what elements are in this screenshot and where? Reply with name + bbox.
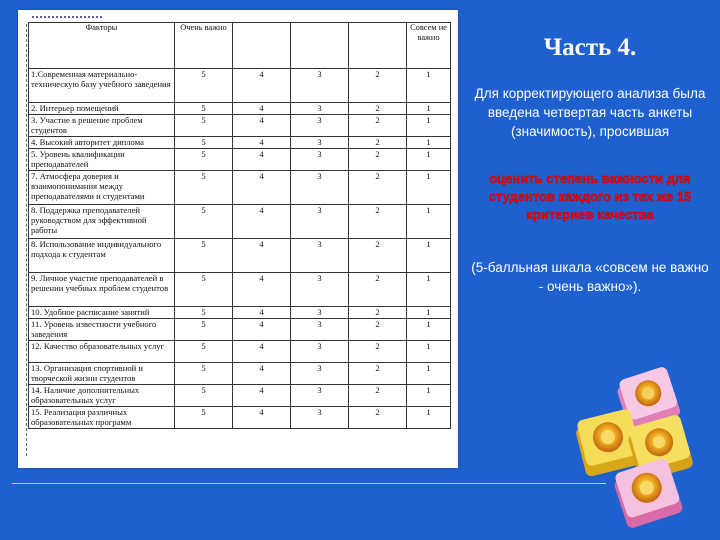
score-cell: 3 — [291, 363, 349, 385]
score-cell: 5 — [175, 407, 233, 429]
score-cell: 5 — [175, 385, 233, 407]
score-cell: 1 — [407, 341, 451, 363]
score-cell: 2 — [349, 407, 407, 429]
score-cell: 5 — [175, 239, 233, 273]
score-cell: 3 — [291, 319, 349, 341]
score-cell: 2 — [349, 319, 407, 341]
score-cell: 1 — [407, 205, 451, 239]
description-text: Для корректирующего анализа была введена четвертая часть анкеты (значимость), просившая — [474, 86, 706, 139]
score-cell: 3 — [291, 205, 349, 239]
slide-title: Часть 4. — [543, 34, 637, 61]
factor-cell: 2. Интерьер помещений — [29, 103, 175, 115]
score-cell: 5 — [175, 103, 233, 115]
score-cell: 2 — [349, 307, 407, 319]
header-very-important: Очень важно — [175, 23, 233, 69]
factor-cell: 13. Организация спортивной и творческой жизни студентов — [29, 363, 175, 385]
score-cell: 3 — [291, 385, 349, 407]
score-cell: 2 — [349, 69, 407, 103]
score-cell: 1 — [407, 385, 451, 407]
factor-cell: 4. Высокий авторитет диплома — [29, 137, 175, 149]
score-cell: 3 — [291, 407, 349, 429]
score-cell: 2 — [349, 149, 407, 171]
factor-cell: 7. Атмосфера доверия и взаимопонимания между преподавателями и студентами — [29, 171, 175, 205]
scale-note: (5-балльная шкала «совсем не важно - очень важно»). — [471, 260, 709, 294]
header-factors: Факторы — [29, 23, 175, 69]
score-cell: 5 — [175, 171, 233, 205]
score-cell: 3 — [291, 149, 349, 171]
score-cell: 1 — [407, 69, 451, 103]
score-cell: 4 — [233, 137, 291, 149]
score-cell: 5 — [175, 149, 233, 171]
score-cell: 1 — [407, 319, 451, 341]
score-cell: 4 — [233, 171, 291, 205]
score-cell: 4 — [233, 385, 291, 407]
score-cell: 4 — [233, 115, 291, 137]
score-cell: 5 — [175, 363, 233, 385]
score-cell: 5 — [175, 205, 233, 239]
factor-cell: 15. Реализация различных образовательных программ — [29, 407, 175, 429]
score-cell: 4 — [233, 103, 291, 115]
score-cell: 5 — [175, 341, 233, 363]
score-cell: 4 — [233, 363, 291, 385]
score-cell: 3 — [291, 69, 349, 103]
score-cell: 1 — [407, 273, 451, 307]
score-cell: 1 — [407, 407, 451, 429]
score-cell: 2 — [349, 385, 407, 407]
score-cell: 3 — [291, 103, 349, 115]
factor-cell: 11. Уровень известности учебного заведения — [29, 319, 175, 341]
factor-cell: 1.Современная материально-техническую базу учебного заведения — [29, 69, 175, 103]
score-cell: 1 — [407, 171, 451, 205]
score-cell: 5 — [175, 137, 233, 149]
score-cell: 2 — [349, 137, 407, 149]
score-cell: 4 — [233, 341, 291, 363]
score-cell: 2 — [349, 115, 407, 137]
score-cell: 1 — [407, 103, 451, 115]
score-cell: 2 — [349, 103, 407, 115]
score-cell: 2 — [349, 341, 407, 363]
score-cell: 5 — [175, 69, 233, 103]
score-cell: 4 — [233, 407, 291, 429]
score-cell: 5 — [175, 273, 233, 307]
factor-cell: 5. Уровень квалификации преподавателей — [29, 149, 175, 171]
score-cell: 2 — [349, 205, 407, 239]
score-cell: 1 — [407, 307, 451, 319]
score-cell: 4 — [233, 307, 291, 319]
score-cell: 2 — [349, 273, 407, 307]
score-cell: 3 — [291, 273, 349, 307]
score-cell: 3 — [291, 115, 349, 137]
score-cell: 1 — [407, 149, 451, 171]
score-cell: 2 — [349, 239, 407, 273]
score-cell: 3 — [291, 171, 349, 205]
score-cell: 4 — [233, 319, 291, 341]
factor-cell: 8. Поддержка преподавателей руководством для эффективной работы — [29, 205, 175, 239]
factor-cell: 14. Наличие дополнительных образовательных услуг — [29, 385, 175, 407]
score-cell: 3 — [291, 341, 349, 363]
factor-cell: 12. Качество образовательных услуг — [29, 341, 175, 363]
score-cell: 5 — [175, 319, 233, 341]
score-cell: 1 — [407, 137, 451, 149]
score-cell: 3 — [291, 239, 349, 273]
score-cell: 1 — [407, 115, 451, 137]
score-cell: 5 — [175, 307, 233, 319]
score-cell: 5 — [175, 115, 233, 137]
score-cell: 2 — [349, 171, 407, 205]
factor-cell: 3. Участие в решение проблем студентов — [29, 115, 175, 137]
score-cell: 3 — [291, 307, 349, 319]
score-cell: 1 — [407, 239, 451, 273]
score-cell: 4 — [233, 69, 291, 103]
header-not-important: Совсем не важно — [407, 23, 451, 69]
score-cell: 3 — [291, 137, 349, 149]
factor-cell: 8. Использование индивидуального подхода к студентам — [29, 239, 175, 273]
score-cell: 4 — [233, 273, 291, 307]
score-cell: 2 — [349, 363, 407, 385]
highlighted-text: оценить степень важности для студентов каждого из тех же 15 критериев качества — [488, 171, 692, 222]
score-cell: 4 — [233, 149, 291, 171]
score-cell: 4 — [233, 239, 291, 273]
score-cell: 4 — [233, 205, 291, 239]
score-cell: 1 — [407, 363, 451, 385]
factor-cell: 10. Удобное расписание занятий — [29, 307, 175, 319]
factor-cell: 9. Личное участие преподавателей в решении учебных проблем студентов — [29, 273, 175, 307]
